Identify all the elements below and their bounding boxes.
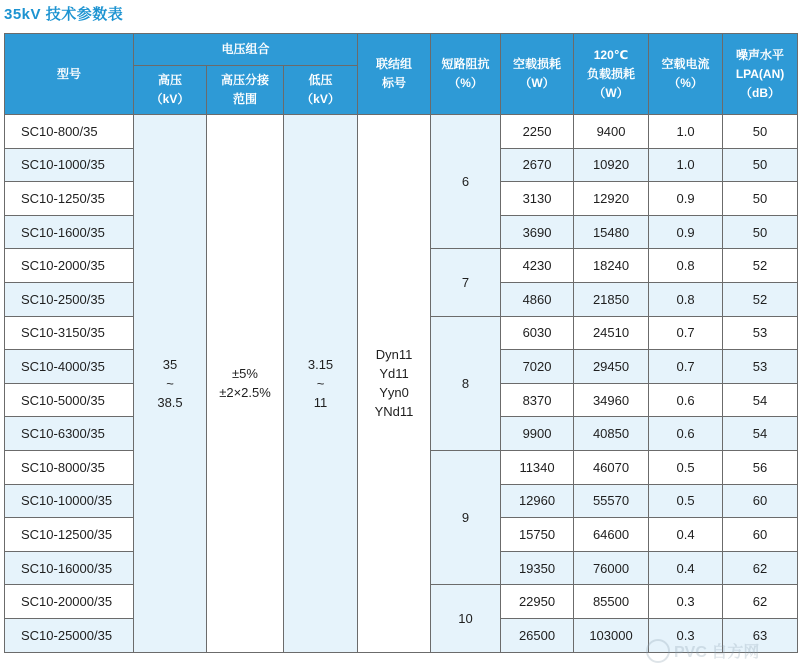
cell-noise: 50: [723, 148, 798, 182]
cell-noload-current: 0.7: [649, 316, 723, 350]
cell-model: SC10-20000/35: [5, 585, 134, 619]
header-hv-line: 高压: [157, 73, 182, 87]
spec-table: [4, 33, 798, 653]
cell-noload-loss: 2250: [501, 115, 574, 149]
header-lv-line: （kV）: [301, 92, 340, 106]
header-tap-line: 范围: [232, 92, 257, 106]
cell-model: SC10-8000/35: [5, 450, 134, 484]
header-noload-current-line: （%）: [668, 76, 703, 90]
cell-noise: 50: [723, 115, 798, 149]
cell-noload-current: 0.7: [649, 350, 723, 384]
cell-noload-current: 0.3: [649, 585, 723, 619]
cell-model: SC10-1000/35: [5, 148, 134, 182]
cell-noise: 60: [723, 484, 798, 518]
header-lv: [284, 66, 358, 115]
cell-impedance: 10: [431, 585, 501, 652]
cell-model: SC10-800/35: [5, 115, 134, 149]
header-load-loss-line: 120℃: [593, 47, 629, 62]
cell-connection-line: Yd11: [379, 366, 409, 382]
cell-noload-current: 0.9: [649, 182, 723, 216]
cell-connection-line: Dyn11: [375, 347, 413, 363]
cell-load-loss: 64600: [574, 518, 649, 552]
cell-tap-range: [207, 115, 284, 653]
cell-load-loss: 40850: [574, 417, 649, 451]
cell-load-loss: 29450: [574, 350, 649, 384]
cell-noise: 62: [723, 551, 798, 585]
cell-noload-loss: 19350: [501, 551, 574, 585]
header-impedance-line: （%）: [448, 76, 483, 90]
table-row: [5, 115, 798, 149]
cell-noise: 52: [723, 249, 798, 283]
cell-noload-current: 0.4: [649, 551, 723, 585]
cell-tap-range-line: ±5%: [232, 366, 258, 382]
cell-noload-loss: 11340: [501, 450, 574, 484]
header-voltage-group: 电压组合: [134, 34, 358, 66]
cell-hv-range-line: 35: [162, 356, 178, 372]
cell-lv-range-line: 3.15: [307, 356, 334, 372]
cell-load-loss: 24510: [574, 316, 649, 350]
header-connection: [358, 34, 431, 115]
header-noise-line: （dB）: [740, 85, 781, 100]
cell-noload-current: 0.5: [649, 484, 723, 518]
cell-load-loss: 12920: [574, 182, 649, 216]
header-noise-line: LPA(AN): [735, 66, 785, 81]
cell-hv-range: [134, 115, 207, 653]
cell-model: SC10-2000/35: [5, 249, 134, 283]
cell-load-loss: 10920: [574, 148, 649, 182]
cell-noload-current: 0.8: [649, 282, 723, 316]
cell-model: SC10-6300/35: [5, 417, 134, 451]
cell-noise: 50: [723, 182, 798, 216]
header-noload-loss: [501, 34, 574, 115]
cell-connection: [358, 115, 431, 653]
cell-noload-current: 1.0: [649, 148, 723, 182]
page-title: 35kV 技术参数表: [4, 6, 124, 23]
cell-noload-current: 0.4: [649, 518, 723, 552]
cell-load-loss: 76000: [574, 551, 649, 585]
cell-model: SC10-1250/35: [5, 182, 134, 216]
cell-noload-loss: 26500: [501, 618, 574, 652]
cell-load-loss: 103000: [574, 618, 649, 652]
watermark-text: PVC 自方网: [674, 644, 760, 661]
cell-noload-current: 0.6: [649, 417, 723, 451]
header-lv-line: 低压: [308, 73, 333, 87]
cell-impedance: 7: [431, 249, 501, 316]
header-hv: [134, 66, 207, 115]
cell-noload-loss: 4860: [501, 282, 574, 316]
cell-noload-current: 1.0: [649, 115, 723, 149]
cell-noload-loss: 9900: [501, 417, 574, 451]
cell-model: SC10-12500/35: [5, 518, 134, 552]
cell-model: SC10-1600/35: [5, 215, 134, 249]
header-tap: [207, 66, 284, 115]
cell-impedance: 9: [431, 450, 501, 584]
header-noload-loss-line: （W）: [519, 76, 555, 90]
cell-model: SC10-4000/35: [5, 350, 134, 384]
spec-table-body: [5, 115, 798, 653]
cell-model: SC10-3150/35: [5, 316, 134, 350]
header-impedance: [431, 34, 501, 115]
cell-noise: 52: [723, 282, 798, 316]
cell-lv-range: [284, 115, 358, 653]
cell-noload-current: 0.5: [649, 450, 723, 484]
cell-load-loss: 46070: [574, 450, 649, 484]
cell-noise: 54: [723, 383, 798, 417]
cell-noise: 63: [723, 618, 798, 652]
cell-noload-loss: 12960: [501, 484, 574, 518]
cell-noise: 62: [723, 585, 798, 619]
header-load-loss-line: （W）: [593, 85, 629, 100]
header-hv-line: （kV）: [150, 92, 190, 106]
cell-load-loss: 21850: [574, 282, 649, 316]
cell-noise: 53: [723, 316, 798, 350]
cell-load-loss: 9400: [574, 115, 649, 149]
cell-noload-current: 0.3: [649, 618, 723, 652]
cell-noload-loss: 6030: [501, 316, 574, 350]
cell-noload-loss: 7020: [501, 350, 574, 384]
cell-noise: 53: [723, 350, 798, 384]
cell-hv-range-line: ~: [166, 375, 174, 391]
cell-impedance: 8: [431, 316, 501, 450]
cell-noise: 56: [723, 450, 798, 484]
cell-noload-loss: 3690: [501, 215, 574, 249]
cell-tap-range-line: ±2×2.5%: [219, 385, 271, 401]
header-tap-line: 高压分接: [220, 73, 269, 87]
cell-model: SC10-2500/35: [5, 282, 134, 316]
header-connection-line: 标号: [382, 76, 407, 90]
header-load-loss-line: 负载损耗: [587, 66, 636, 81]
header-noload-current-line: 空载电流: [661, 57, 710, 71]
cell-noload-current: 0.9: [649, 215, 723, 249]
header-impedance-line: 短路阻抗: [441, 57, 490, 71]
header-noload-loss-line: 空载损耗: [513, 57, 562, 71]
cell-noise: 50: [723, 215, 798, 249]
cell-model: SC10-10000/35: [5, 484, 134, 518]
cell-model: SC10-25000/35: [5, 618, 134, 652]
cell-lv-range-line: ~: [316, 375, 325, 391]
cell-model: SC10-5000/35: [5, 383, 134, 417]
header-connection-line: 联结组: [376, 57, 413, 71]
cell-noload-loss: 22950: [501, 585, 574, 619]
cell-connection-line: YNd11: [374, 404, 414, 420]
cell-load-loss: 85500: [574, 585, 649, 619]
cell-load-loss: 55570: [574, 484, 649, 518]
cell-load-loss: 18240: [574, 249, 649, 283]
cell-connection-line: Yyn0: [379, 385, 409, 401]
cell-noload-loss: 4230: [501, 249, 574, 283]
cell-model: SC10-16000/35: [5, 551, 134, 585]
header-load-loss: [574, 34, 649, 115]
cell-lv-range-line: 11: [313, 394, 328, 410]
cell-noload-loss: 15750: [501, 518, 574, 552]
header-noise: [723, 34, 798, 115]
cell-noload-loss: 2670: [501, 148, 574, 182]
cell-hv-range-line: 38.5: [157, 394, 183, 410]
header-noload-current: [649, 34, 723, 115]
cell-noise: 60: [723, 518, 798, 552]
cell-impedance: 6: [431, 115, 501, 249]
cell-load-loss: 34960: [574, 383, 649, 417]
cell-noload-loss: 3130: [501, 182, 574, 216]
cell-noise: 54: [723, 417, 798, 451]
cell-noload-current: 0.8: [649, 249, 723, 283]
cell-noload-current: 0.6: [649, 383, 723, 417]
cell-noload-loss: 8370: [501, 383, 574, 417]
header-model: 型号: [5, 34, 134, 115]
cell-load-loss: 15480: [574, 215, 649, 249]
header-noise-line: 噪声水平: [736, 47, 785, 62]
